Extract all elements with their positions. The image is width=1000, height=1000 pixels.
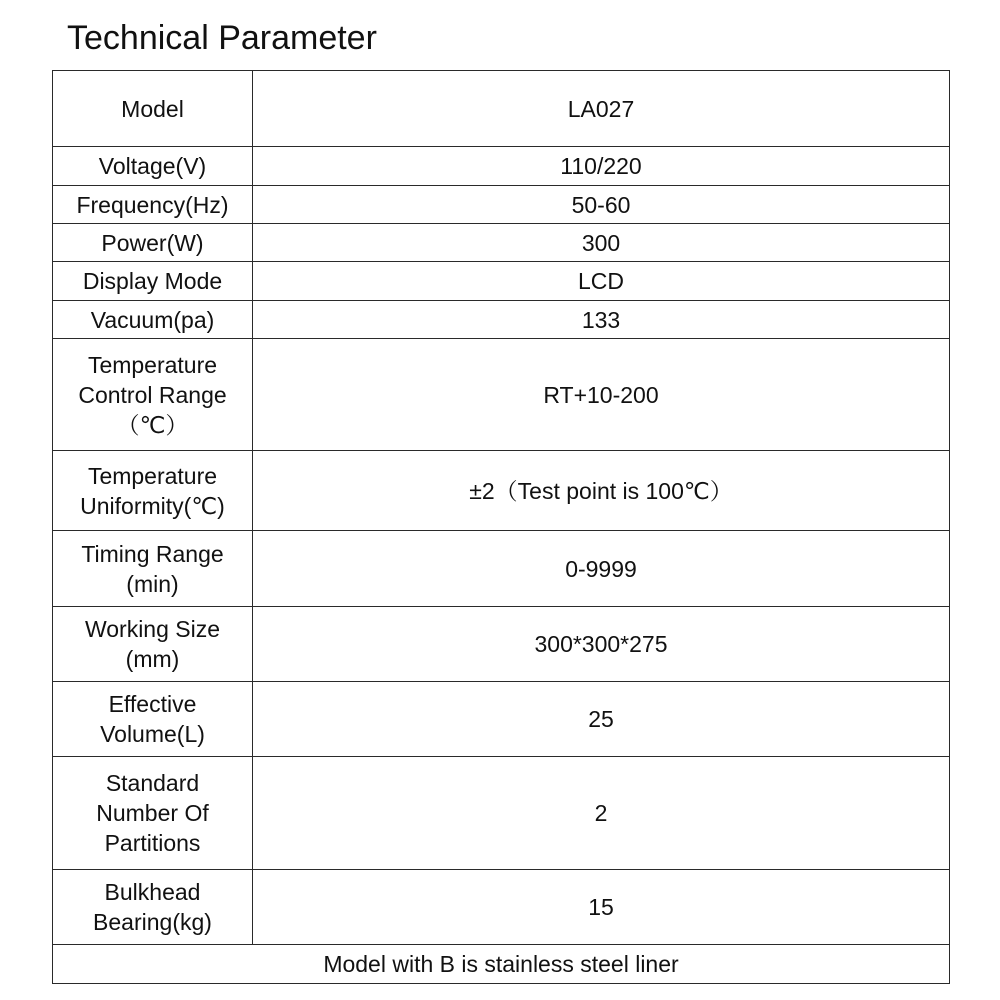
param-value: 133: [253, 301, 950, 339]
param-value: LA027: [253, 71, 950, 147]
param-label: Temperature Control Range （℃）: [53, 339, 253, 451]
technical-parameter-table: [52, 70, 950, 984]
param-value: 110/220: [253, 147, 950, 186]
table-row-temperature-uniformity: [53, 451, 950, 531]
param-value: 15: [253, 870, 950, 945]
param-value: 50-60: [253, 186, 950, 224]
param-value: LCD: [253, 262, 950, 301]
param-value: 0-9999: [253, 531, 950, 607]
param-value: RT+10-200: [253, 339, 950, 451]
table-row-timing-range: [53, 531, 950, 607]
table-row-voltage: [53, 147, 950, 186]
table-row-footer-note: [53, 945, 950, 984]
param-value: 300: [253, 224, 950, 262]
param-label: Standard Number Of Partitions: [53, 757, 253, 870]
table-row-vacuum: [53, 301, 950, 339]
param-value: ±2（Test point is 100℃）: [253, 451, 950, 531]
param-value: 2: [253, 757, 950, 870]
page-title: Technical Parameter: [67, 19, 377, 57]
param-label: Temperature Uniformity(℃): [53, 451, 253, 531]
table-row-model: [53, 71, 950, 147]
param-label: Effective Volume(L): [53, 682, 253, 757]
param-label: Power(W): [53, 224, 253, 262]
param-value: 25: [253, 682, 950, 757]
param-label: Frequency(Hz): [53, 186, 253, 224]
table-row-effective-volume: [53, 682, 950, 757]
param-label: Vacuum(pa): [53, 301, 253, 339]
table-row-standard-partitions: [53, 757, 950, 870]
table-row-frequency: [53, 186, 950, 224]
param-label: Display Mode: [53, 262, 253, 301]
param-label: Timing Range (min): [53, 531, 253, 607]
table-row-display-mode: [53, 262, 950, 301]
table-row-bulkhead-bearing: [53, 870, 950, 945]
table-row-temperature-control-range: [53, 339, 950, 451]
table-row-power: [53, 224, 950, 262]
param-label: Working Size (mm): [53, 607, 253, 682]
param-label: Voltage(V): [53, 147, 253, 186]
footer-note: Model with B is stainless steel liner: [53, 945, 950, 984]
param-value: 300*300*275: [253, 607, 950, 682]
param-label: Model: [53, 71, 253, 147]
param-label: Bulkhead Bearing(kg): [53, 870, 253, 945]
table-row-working-size: [53, 607, 950, 682]
